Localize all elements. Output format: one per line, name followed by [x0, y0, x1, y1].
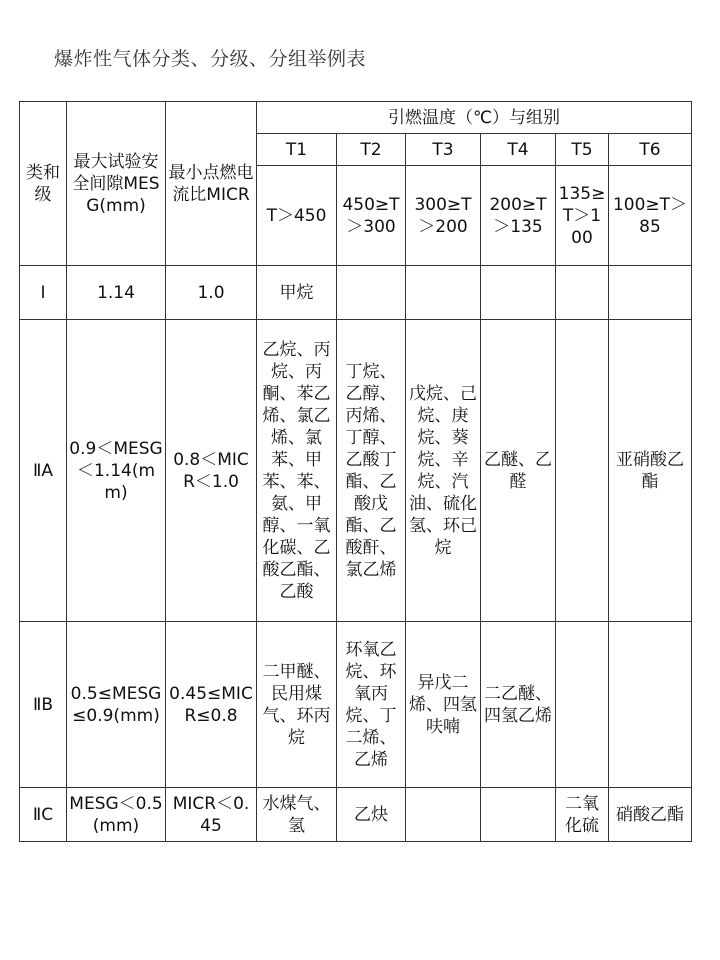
table-row: [20, 266, 692, 320]
header-range-t5: 135≥T＞100: [556, 166, 609, 266]
gas-cell-t5: [556, 266, 609, 320]
gas-cell-t4: [481, 266, 556, 320]
header-range-t3: 300≥T＞200: [406, 166, 481, 266]
gas-cell-t1: 二甲醚、民用煤气、环丙烷: [257, 622, 337, 788]
gas-cell-t2: 丁烷、乙醇、丙烯、丁醇、乙酸丁酯、乙酸戊酯、乙酸酐、氯乙烯: [337, 320, 406, 622]
header-group-t5: T5: [556, 134, 609, 166]
class-cell: Ⅰ: [20, 266, 67, 320]
gas-cell-t4: 乙醚、乙醛: [481, 320, 556, 622]
class-cell: ⅡA: [20, 320, 67, 622]
micr-cell: 0.8＜MICR＜1.0: [166, 320, 257, 622]
mesg-cell: MESG＜0.5(mm): [67, 788, 166, 842]
gas-cell-t6: 亚硝酸乙酯: [609, 320, 692, 622]
gas-cell-t6: 硝酸乙酯: [609, 788, 692, 842]
table-row: [20, 788, 692, 842]
gas-cell-t6: [609, 622, 692, 788]
gas-cell-t2: 乙炔: [337, 788, 406, 842]
gas-cell-t1: 甲烷: [257, 266, 337, 320]
gas-cell-t1: 乙烷、丙烷、丙酮、苯乙烯、氯乙烯、氯苯、甲苯、苯、氨、甲醇、一氧化碳、乙酸乙酯、乙酸: [257, 320, 337, 622]
table-row: [20, 320, 692, 622]
header-micr: 最小点燃电流比MICR: [166, 102, 257, 266]
header-group-t4: T4: [481, 134, 556, 166]
gas-cell-t5: [556, 320, 609, 622]
header-class: 类和级: [20, 102, 67, 266]
gas-cell-t5: 二氧化硫: [556, 788, 609, 842]
mesg-cell: 1.14: [67, 266, 166, 320]
header-range-t4: 200≥T＞135: [481, 166, 556, 266]
page-title: 爆炸性气体分类、分级、分组举例表: [54, 48, 367, 70]
gas-cell-t3: [406, 266, 481, 320]
gas-cell-t4: 二乙醚、四氢乙烯: [481, 622, 556, 788]
classification-table: [19, 101, 692, 842]
header-range-t2: 450≥T＞300: [337, 166, 406, 266]
gas-cell-t2: 环氧乙烷、环氧丙烷、丁二烯、乙烯: [337, 622, 406, 788]
mesg-cell: 0.5≤MESG≤0.9(mm): [67, 622, 166, 788]
header-range-t1: T＞450: [257, 166, 337, 266]
micr-cell: 0.45≤MICR≤0.8: [166, 622, 257, 788]
gas-cell-t5: [556, 622, 609, 788]
gas-cell-t2: [337, 266, 406, 320]
mesg-cell: 0.9＜MESG＜1.14(mm): [67, 320, 166, 622]
header-ignition-temperature: 引燃温度（℃）与组别: [257, 102, 692, 134]
gas-cell-t6: [609, 266, 692, 320]
header-group-t3: T3: [406, 134, 481, 166]
gas-cell-t3: [406, 788, 481, 842]
gas-cell-t1: 水煤气、氢: [257, 788, 337, 842]
micr-cell: MICR＜0.45: [166, 788, 257, 842]
header-group-t2: T2: [337, 134, 406, 166]
table-row: [20, 622, 692, 788]
class-cell: ⅡB: [20, 622, 67, 788]
gas-cell-t3: 异戊二烯、四氢呋喃: [406, 622, 481, 788]
micr-cell: 1.0: [166, 266, 257, 320]
header-group-t1: T1: [257, 134, 337, 166]
header-group-t6: T6: [609, 134, 692, 166]
gas-cell-t4: [481, 788, 556, 842]
gas-cell-t3: 戊烷、己烷、庚烷、葵烷、辛烷、汽油、硫化氢、环己烷: [406, 320, 481, 622]
class-cell: ⅡC: [20, 788, 67, 842]
header-range-t6: 100≥T＞85: [609, 166, 692, 266]
header-mesg: 最大试验安全间隙MESG(mm): [67, 102, 166, 266]
